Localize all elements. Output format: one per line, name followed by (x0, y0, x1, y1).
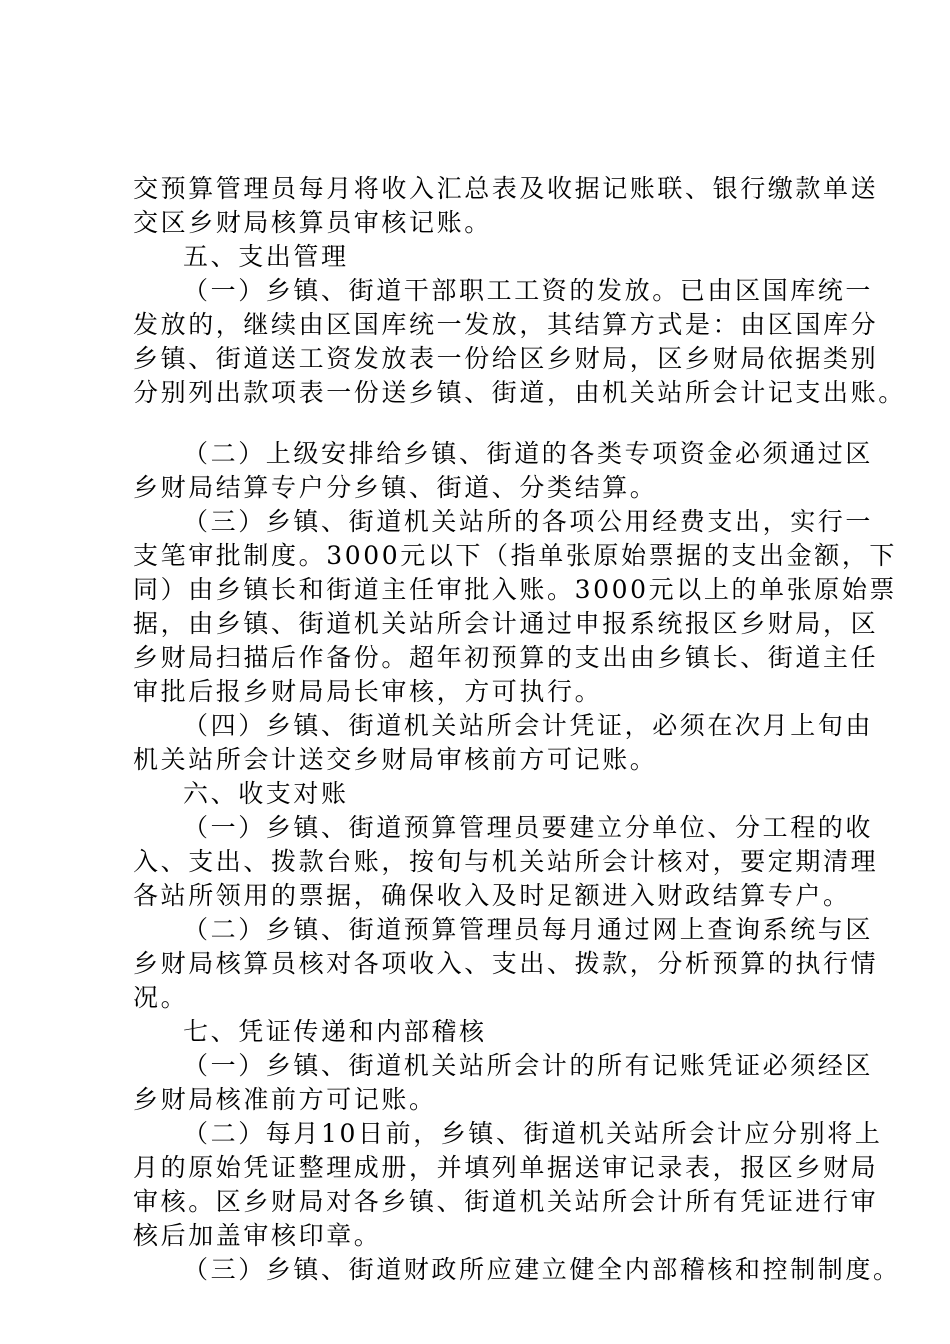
section-heading: 七、凭证传递和内部稽核 (183, 1017, 487, 1046)
text-line: 分别列出款项表一份送乡镇、街道，由机关站所会计记支出账。 (133, 378, 906, 407)
text-line: 乡财局扫描后作备份。超年初预算的支出由乡镇长、街道主任 (133, 643, 879, 672)
text-line: 乡财局核算员核对各项收入、支出、拨款，分析预算的执行情 (133, 949, 879, 978)
text-line: （二）每月10日前，乡镇、街道机关站所会计应分别将上 (183, 1119, 883, 1148)
text-line: （二）上级安排给乡镇、街道的各类专项资金必须通过区 (183, 439, 874, 468)
text-line: 乡财局结算专户分乡镇、街道、分类结算。 (133, 473, 658, 502)
text-line: 支笔审批制度。3000元以下（指单张原始票据的支出金额，下 (133, 541, 898, 570)
text-line: 机关站所会计送交乡财局审核前方可记账。 (133, 745, 658, 774)
text-line: 入、支出、拨款台账，按旬与机关站所会计核对，要定期清理 (133, 847, 879, 876)
text-line: 各站所领用的票据，确保收入及时足额进入财政结算专户。 (133, 881, 851, 910)
text-line: （三）乡镇、街道财政所应建立健全内部稽核和控制制度。 (183, 1255, 901, 1284)
text-line: 发放的，继续由区国库统一发放，其结算方式是：由区国库分 (133, 310, 879, 339)
text-line: （二）乡镇、街道预算管理员每月通过网上查询系统与区 (183, 915, 874, 944)
text-line: 乡财局核准前方可记账。 (133, 1085, 437, 1114)
text-line: （一）乡镇、街道预算管理员要建立分单位、分工程的收 (183, 813, 874, 842)
text-line: 乡镇、街道送工资发放表一份给区乡财局，区乡财局依据类别 (133, 344, 879, 373)
text-line: 审批后报乡财局局长审核，方可执行。 (133, 677, 603, 706)
text-line: 同）由乡镇长和街道主任审批入账。3000元以上的单张原始票 (133, 575, 898, 604)
text-line: 交区乡财局核算员审核记账。 (133, 208, 492, 237)
text-line: （四）乡镇、街道机关站所会计凭证，必须在次月上旬由 (183, 711, 874, 740)
text-line: （三）乡镇、街道机关站所的各项公用经费支出，实行一 (183, 507, 874, 536)
text-line: 况。 (133, 983, 189, 1012)
text-line: 月的原始凭证整理成册，并填列单据送审记录表，报区乡财局 (133, 1153, 879, 1182)
section-heading: 六、收支对账 (183, 779, 349, 808)
text-line: （一）乡镇、街道干部职工工资的发放。已由区国库统一 (183, 276, 874, 305)
text-line: （一）乡镇、街道机关站所会计的所有记账凭证必须经区 (183, 1051, 874, 1080)
text-line: 审核。区乡财局对各乡镇、街道机关站所会计所有凭证进行审 (133, 1187, 879, 1216)
text-line: 核后加盖审核印章。 (133, 1221, 382, 1250)
text-line: 据，由乡镇、街道机关站所会计通过申报系统报区乡财局，区 (133, 609, 879, 638)
text-line: 交预算管理员每月将收入汇总表及收据记账联、银行缴款单送 (133, 174, 879, 203)
section-heading: 五、支出管理 (183, 242, 349, 271)
